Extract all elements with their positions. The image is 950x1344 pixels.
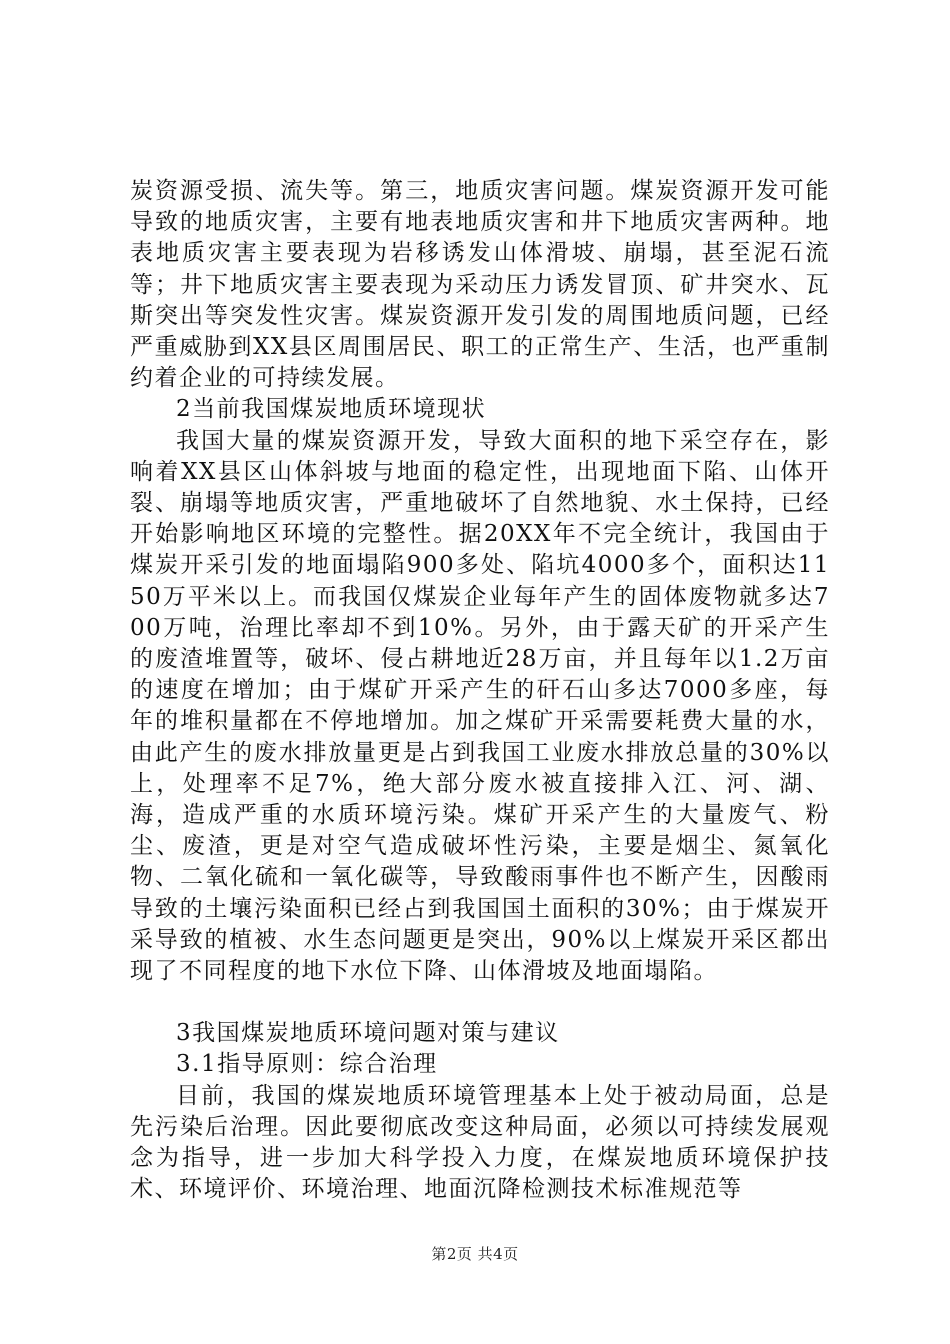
paragraph-guiding-principle: 目前，我国的煤炭地质环境管理基本上处于被动局面，总是先污染后治理。因此要彻底改变这种局面，必须以可持续发展观念为指导，进一步加大科学投入力度，在煤炭地质环境保护技术、环境评价、环境治理、地面沉降检测技术标准规范等 [130,1082,830,1203]
page-footer: 第2页 共4页 [431,1245,519,1263]
section-heading-2: 2当前我国煤炭地质环境现状 [176,396,487,423]
paragraph-current-status: 我国大量的煤炭资源开发，导致大面积的地下采空存在，影响着XX县区山体斜坡与地面的稳定性，出现地面下陷、山体开裂、崩塌等地质灾害，严重地破坏了自然地貌、水土保持，已经开始影响地区环境的完整性。据20XX年不完全统计，我国由于煤炭开采引发的地面塌陷900多处、陷坑4000多个，面积达1150万平米以上。而我国仅煤炭企业每年产生的固体废物就多达700万吨，治理比率却不到10%。另外，由于露天矿的开采产生的废渣堆置等，破坏、侵占耕地近28万亩，并且每年以1.2万亩的速度在增加；由于煤矿开采产生的矸石山多达7000多座，每年的堆积量都在不停地增加。加之煤矿开采需要耗费大量的水，由此产生的废水排放量更是占到我国工业废水排放总量的30%以上，处理率不足7%，绝大部分废水被直接排入江、河、湖、海，造成严重的水质环境污染。煤矿开采产生的大量废气、粉尘、废渣，更是对空气造成破坏性污染，主要是烟尘、氮氧化物、二氧化硫和一氧化碳等，导致酸雨事件也不断产生，因酸雨导致的土壤污染面积已经占到我国国土面积的30%；由于煤炭开采导致的植被、水生态问题更是突出，90%以上煤炭开采区都出现了不同程度的地下水位下降、山体滑坡及地面塌陷。 [130,427,830,985]
section-heading-3: 3我国煤炭地质环境问题对策与建议 [176,1020,560,1047]
paragraph-geological-disasters: 炭资源受损、流失等。第三，地质灾害问题。煤炭资源开发可能导致的地质灾害，主要有地表地质灾害和井下地质灾害两种。地表地质灾害主要表现为岩移诱发山体滑坡、崩塌，甚至泥石流等；井下地质灾害主要表现为采动压力诱发冒顶、矿井突水、瓦斯突出等突发性灾害。煤炭资源开发引发的周围地质问题，已经严重威胁到XX县区周围居民、职工的正常生产、生活，也严重制约着企业的可持续发展。 [130,178,830,392]
paragraph-spacer [130,987,830,1018]
subsection-heading-3-1: 3.1指导原则：综合治理 [176,1051,438,1078]
document-body [130,176,830,1206]
